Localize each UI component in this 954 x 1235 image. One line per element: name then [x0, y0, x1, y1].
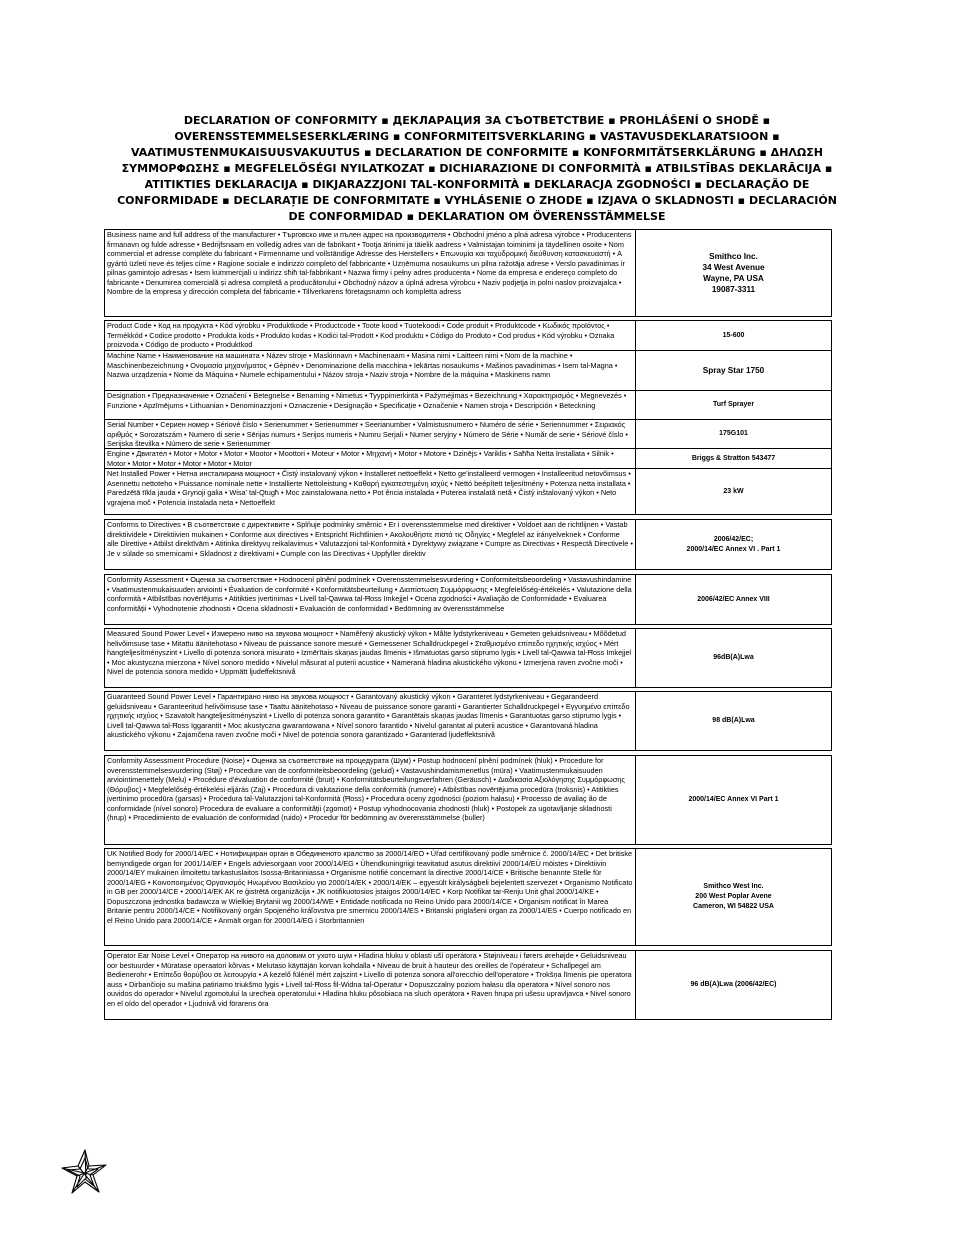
serial-row: [105, 419, 831, 448]
assessment-value: 2006/42/EC Annex VIII: [697, 595, 770, 603]
operator-noise-row: [105, 951, 831, 1019]
manufacturer-label: Business name and full address of the manufacturer • Търговско име и пълен адрес на производителя • Obchodní jméno a plná adresa výrobce • Producentens firmanavn og fulde adresse • Bedrijfsnaam en volledig adres van de fabrikant • Tootja ärinimi ja täielik aadress • Valmistajan toiminimi ja täydellinen osoite • Nom commercial et adresse complète du fabricant • Firmenname und vollständige Adresse des Herstellers • Επωνυμία και ταχυδρομική διεύθυνση κατασκευαστή • A gyártó üzleti neve és teljes címe • Ragione sociale e indirizzo completo del fabbricante • Uzņēmuma nosaukums un pilna ražotāja adrese • Verslo pavadinimas ir pilnas gamintojo adresas • Isem kummerċjali u indirizz sħiħ tal-fabbrikant • Nazwa firmy i pełny adres producenta • Nome da empresa e endereço completo do fabricante • Denumirea comercială și adresa completă a producătorului • Obchodný názov a úplná adresa výrobcu • Naziv podjetja in polni naslov proizvajalca • Nombre de la empresa y dirección completa del fabricante • Tillverkarens företagsnamn och kompletta adress: [105, 230, 636, 316]
guaranteed-row: [105, 692, 831, 750]
notified-body-label: UK Notified Body for 2000/14/EC • Нотифициран орган в Обединеното кралство за 2000/14/EO • Úřad certifikovaný podle směrnice č. 2000/14/EC • Det britiske bemyndigede organ for 2001/14/EF • Engels adviesorgaan voor 2000/14/EG • Ühendkuningriigi teavitatud asutus direktiivi 2000/14/EÜ möistes • Direktiivin 2000/14/EY mukainen ilmoitettu tarkastuslaitos Isossa-Britanniassa • Organisme notifié concernant la directive 2000/14/CE • Britische benannte Stelle für 2000/14/EG • Κοινοποιημένος Οργανισμός Ηνωμένου Βασιλείου για 2000/14/EK • 2000/14/EK – egyesült királyságbeli bejelentett szervezet • Organismo Notificato in GB per 2000/14/CE • 2000/14/EK AK re ģistrētā organizācija • JK notifikuotosios įstaigos 2000/14/EC • Korp Notifikat tar-Renju Unit għal 2000/14/KE • Dopuszczona jednostka badawcza w Wielkiej Brytanii wg 2000/14/WE • Entidade notificada no Reino Unido para 2000/14/CE • Organism notificat în Marea Britanie pentru 2000/14/CE • Notifikovaný orgán Spojeného kráľovstva pre smernicu 2000/14/ES • Britanski priglašeni organ za 2000/14/ES • Cuerpo notificado en el Reino Unido para 2000/14/CE • Anmält organ för 2000/14/EG i Storbritannien: [105, 849, 636, 945]
procedure-section: [104, 755, 832, 845]
procedure-row: [105, 756, 831, 844]
directives-value: 2006/42/EC; 2000/14/EC Annex VI . Part 1: [686, 535, 781, 553]
net-power-label: Net Installed Power • Нетна инсталирана мощност • Čistý instalovaný výkon • Installeret nettoeffekt • Netto ge'installeerd vermogen • Installeeritud netovõimsus • Asennettu nettoteho • Puissance nominale nette • Installierte Nettoleistung • Καθαρή εγκατεστημένη ισχύς • Nettó beépített teljesítmény • Potenza netta installata • Paredzētā tīkla jauda • Grynoji galia • Wisa' tal-Qtugħ • Moc zainstalowana netto • Pot ência instalada • Puterea instalată netă • Čistý inštalovaný výkon • Neto vgrajena moč • Potencia instalada neta • Nettoeffekt: [105, 469, 636, 514]
star-logo-icon: [58, 1146, 110, 1196]
operator-noise-section: [104, 950, 832, 1020]
manufacturer-row: [105, 230, 831, 316]
net-power-value: 23 kW: [723, 487, 744, 495]
product-section: [104, 320, 832, 515]
directives-section: [104, 519, 832, 570]
serial-label: Serial Number • Сериен номер • Sériové číslo • Serienummer • Serienummer • Seerianumber • Valmistusnumero • Numéro de série • Seriennummer • Σειριακός αριθμός • Sorozatszám • Numero di serie • Sērijas numurs • Serijos numeris • Numru Serjali • Numer seryjny • Número de Série • Număr de serie • Sériové číslo • Serijska številka • Número de serie • Serienummer: [105, 420, 636, 448]
machine-name-row: [105, 350, 831, 390]
assessment-label: Conformity Assessment • Оценка за съответствие • Hodnocení plnění podmínek • Overensstemmelsesvurdering • Conformiteitsbeoordeling • Vastavushindamine • Vaatimustenmukaisuuden arviointi • Évaluation de conformité • Konformitätsbeurteilung • Διαπίστωση Συμμόρφωσης • Megfelelőség-értékelés • Valutazione della conformità • Atbilstības novērtējums • Atitikties įvertinimas • Livell tal-Qawwa tal-Ħoss Imkejjel • Ocena zgodności • Avaliação de Conformidade • Evaluarea conformității • Vyhodnotenie zhodnosti • Ocena skladnosti • Evaluación de conformidad • Bedömning av överensstämmelse: [105, 575, 636, 624]
measured-value: 96dB(A)Lwa: [713, 654, 754, 661]
product-code-value: 15-600: [722, 331, 745, 339]
engine-value: Briggs & Stratton 543477: [691, 454, 776, 462]
engine-row: [105, 448, 831, 468]
guaranteed-value: 98 dB(A)Lwa: [712, 717, 755, 724]
procedure-label: Conformity Assessment Procedure (Noise) • Оценка за съответствие на процедурата (Шум) • Postup hodnocení plnění podmínek (hluk) • Procedure for overensstemmelsesvurdering (Støj) • Procedure van de conformiteitsbeoordeling (geluid) • Vastavushindamismenetlus (müra) • Vaatimustenmukaisuuden arviointimenettely (Melu) • Procédure d'évaluation de conformité (bruit) • Konformitätsbeurteilungsverfahren (Geräusch) • Διαδικασία Αξιολόγησης Συμμόρφωσης (Θόρυβος) • Megfelelőség-értékelési eljárás (Zaj) • Procedura di valutazione della conformità (rumore) • Atbilstības novērtējuma procedūra (troksnis) • Atitikties įvertinimo procedūra (garsas) • Proċedura tal-Valutazzjoni tal-Konformità (Ħoss) • Procedura oceny zgodności (poziom hałasu) • Processo de avaliaç ão de conformidade (nível sonoro) Procedura de evaluare a conformității (zgomot) • Postup vyhodnocovania zhodnosti (hluk) • Postopek za ugotavljanje skladnosti (hrup) • Procedimiento de evaluación de conformidad (ruido) • Procedur för bedömning av överensstämmelse (buller): [105, 756, 636, 844]
designation-label: Designation • Предназначение • Označení • Betegnelse • Benaming • Nimetus • Tyyppimerkintä • Pažymėjimas • Bezeichnung • Χαρακτηρισμός • Megnevezés • Funzione • Apzīmējums • Lithuanian • Denominazzjoni • Oznaczenie • Designação • Specificație • Označenie • Namen stroja • Descripción • Beteckning: [105, 391, 636, 419]
assessment-row: [105, 575, 831, 624]
serial-value: 175G101: [719, 430, 748, 437]
product-code-label: Product Code • Код на продукта • Kód výrobku • Produktkode • Productcode • Toote kood • Tuotekoodi • Code produit • Produktcode • Κωδικός προϊόντος • Termékkód • Codice prodotto • Produkta kods • Produkto kodas • Kodiċi tal-Prodott • Kod produktu • Código do Produto • Cod produs • Kód výrobku • Oznaka proizvoda • Código de producto • Produktkod: [105, 321, 636, 350]
engine-label: Engine • Двигател • Motor • Motor • Motor • Mootor • Moottori • Moteur • Motor • Μηχανή • Motor • Motore • Dzinējs • Variklis • Saħħa Netta Installata • Silnik • Motor • Motor • Motor • Motor • Motor • Motor: [105, 449, 636, 468]
assessment-section: [104, 574, 832, 625]
measured-row: [105, 629, 831, 687]
machine-name-value: Spray Star 1750: [702, 366, 765, 375]
directives-label: Conforms to Directives • В съответствие с директивите • Splňuje podmínky směrnic • Er i overensstemmelse med direktiver • Voldoet aan de richtlijnen • Vastab direktiividele • Direktiivien mukainen • Conforme aux directives • Entspricht Richtlinien • Ακολουθήστε πιστά τις Οδηγίες • Megfelel az irányelveknek • Conforme alle Direttive • Atbilst direktīvām • Atitinka direktyvų reikalavimus • Valutazzjoni tal-Konformità • Dyrektywy związane • Cumpre as Directivas • Respectă Directivele • Je v súlade so smernicami • Skladnost z direktivami • Cumple con las Directivas • Uppfyller direktiv: [105, 520, 636, 569]
notified-body-address: Smithco West Inc. 200 West Poplar Avene Cameron, WI 54822 USA: [693, 883, 774, 910]
operator-noise-value: 96 dB(A)Lwa (2006/42/EC): [690, 981, 777, 988]
designation-value: Turf Sprayer: [712, 401, 755, 408]
guaranteed-section: [104, 691, 832, 751]
operator-noise-label: Operator Ear Noise Level • Оператор на нивото на доловим от ухото шум • Hladina hluku v oblasti uší operátora • Støjniveau i førers ørehøjde • Geluidsniveau oor bestuurder • Müratase operaatori kõrvas • Melutaso käyttäjän korvan kohdalla • Niveau de bruit à hauteur des oreilles de l'opérateur • Schallpegel am Bedienerohr • Επίπεδο θορύβου σε λειτουργία • A kezelő fülénél mért zajszint • Livello di potenza sonora all'orecchio dell'operatore • Trokšņa līmenis pie operatora auss • Dirbančiojo su mašina patiriamo triukšmo lygis • Livell tal-Ħoss fil-Widna tal-Operatur • Dopuszczalny poziom hałasu dla operatora • Nível sonoro nos ouvidos do operador • Nivelul zgomotului la urechea operatorului • Hladina hluku pôsobiaca na sluch operátora • Raven hrupa pri ušesu upravljavca • Nivel sonoro en el oído del operador • Ljudnivå vid förarens öra: [105, 951, 636, 1019]
manufacturer-address: Smithco Inc. 34 West Avenue Wayne, PA USA 19087-3311: [702, 252, 765, 294]
net-power-row: [105, 468, 831, 514]
machine-name-label: Machine Name • Наименование на машината • Název stroje • Maskinnavn • Machinenaam • Masina nimi • Laitteen nimi • Nom de la machine • Maschinenbezeichnung • Ονομασία μηχανήματος • Gépnév • Denominazione della macchina • Iekārtas nosaukums • Mašinos pavadinimas • Isem tal-Magna • Nazwa urządzenia • Nome da Máquina • Numele echipamentului • Názov stroja • Naziv stroja • Nombre de la máquina • Maskinens namn: [105, 351, 636, 390]
notified-body-row: [105, 849, 831, 945]
measured-section: [104, 628, 832, 688]
notified-body-section: [104, 848, 832, 946]
product-code-row: [105, 321, 831, 350]
procedure-value: 2000/14/EC Annex VI Part 1: [688, 796, 779, 803]
designation-row: [105, 390, 831, 419]
directives-row: [105, 520, 831, 569]
measured-label: Measured Sound Power Level • Измерено ниво на звукова мощност • Naměřený akustický výkon • Målte lydstyrkeniveau • Gemeten geluidsniveau • Mõõdetud helivõimsuse tase • Mitattu äänitehotaso • Niveau de puissance sonore mesuré • Gemessener Schalldruckpegel • Σταθμισμένο επίπεδο ηχητικής ισχύος • Mért hangteljesítményszint • Livello di potenza sonora misurato • Izmērītais skaņas jaudas līmenis • Išmatuotas garso stiprumo lygis • Livell tal-Qawwa tal-Ħoss Imkejjel • Moc akustyczna mierzona • Nível sonoro medido • Nivelul măsurat al puterii acustice • Nameraná hladina akustického výkonu • Izmerjena raven zvočne moči • Nivel de potencia sonora medido • Uppmätt ljudeffektsnivå: [105, 629, 636, 687]
manufacturer-section: [104, 229, 832, 317]
declaration-title: DECLARATION OF CONFORMITY ▪ ДЕКЛАРАЦИЯ ЗА СЪОТВЕТСТВИЕ ▪ PROHLÁŠENÍ O SHODĚ ▪ OVERENSSTEMMELSESERKLÆRING ▪ CONFORMITEITSVERKLARING ▪ VASTAVUSDEKLARATSIOON ▪ VAATIMUSTENMUKAISUUSVAKUUTUS ▪ DECLARATION DE CONFORMITE ▪ KONFORMITÄTSERKLÄRUNG ▪ ΔΗΛΩΣΗ ΣΥΜΜΟΡΦΩΣΗΣ ▪ MEGFELELŐSÉGI NYILATKOZAT ▪ DICHIARAZIONE DI CONFORMITÀ ▪ ATBILSTĪBAS DEKLARĀCIJA ▪ ATITIKTIES DEKLARACIJA ▪ DIKJARAZZJONI TAL-KONFORMITÀ ▪ DEKLARACJA ZGODNOŚCI ▪ DECLARAÇÃO DE CONFORMIDADE ▪ DECLARAȚIE DE CONFORMITATE ▪ VYHLÁSENIE O ZHODE ▪ IZJAVA O SKLADNOSTI ▪ DECLARACIÓN DE CONFORMIDAD ▪ DEKLARATION OM ÖVERENSSTÄMMELSE: [117, 114, 837, 223]
guaranteed-label: Guaranteed Sound Power Level • Гарантирано ниво на звукова мощност • Garantovaný akustický výkon • Garanteret lydstyrkeniveau • Gegarandeerd geluidsniveau • Garanteeritud helivõimsuse tase • Taattu äänitehotaso • Niveau de puissance sonore garanti • Garantierter Schalldruckpegel • Εγγυημένο επίπεδο ηχητικής ισχύος • Szavatolt hangteljesítményszint • Livello di potenza sonora garantito • Garantētais skaņas jaudas līmenis • Garantuotas garso stiprumo lygis • Livell tal-Qawwa tal-Ħoss Iggarantit • Moc akustyczna gwarantowana • Nível sonoro farantido • Nivelul garantat al puterii acustice • Garantovaná hladina akustického výkonu • Zajamčena raven zvočne moči • Nivel de potencia sonora garantizado • Garanterad ljudeffektsnivå: [105, 692, 636, 750]
